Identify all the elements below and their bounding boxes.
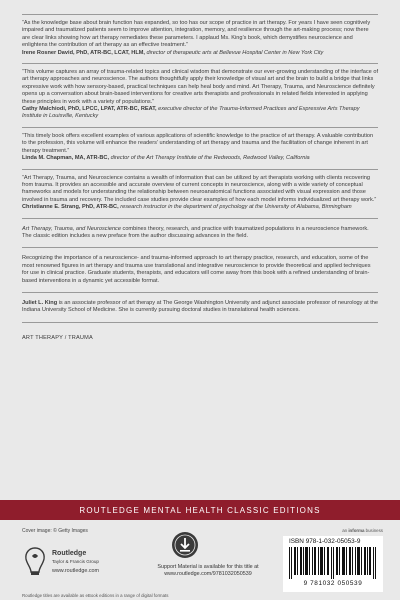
top-divider	[22, 14, 378, 15]
routledge-logo-icon	[22, 546, 48, 576]
informa-business-tag	[342, 528, 383, 533]
endorsement-attribution	[22, 155, 378, 162]
endorsement-1	[22, 20, 378, 57]
divider	[22, 63, 378, 64]
isbn-label: ISBN 978-1-032-05053-9	[289, 538, 361, 545]
book-title-inline: Art Therapy, Trauma, and Neuroscience	[22, 225, 121, 232]
barcode-icon	[289, 547, 377, 579]
informa-suffix: business	[364, 528, 383, 533]
author-name: Juliet L. King	[22, 299, 58, 306]
endorsement-attribution	[22, 204, 378, 211]
endorser-role: director of the Art Therapy Institute of the Redwoods, Redwood Valley, California	[110, 155, 310, 162]
support-material-note	[148, 564, 268, 578]
informa-name: informa	[348, 528, 365, 533]
support-material-icon	[170, 530, 200, 560]
endorser-name: Cathy Malchiodi, PhD, LPCC, LPAT, ATR-BC, REAT,	[22, 106, 157, 113]
divider	[22, 218, 378, 219]
barcode-area	[283, 530, 383, 592]
barcode-number: 9 781032 050539	[303, 580, 363, 587]
publisher-logo	[22, 544, 112, 578]
endorser-name: Christianne E. Strang, PhD, ATR-BC,	[22, 204, 119, 211]
series-title: ROUTLEDGE MENTAL HEALTH CLASSIC EDITIONS	[79, 505, 321, 515]
endorsement-text: “This volume captures an array of trauma-related topics and clinical wisdom that demonstrate our ever-growing understanding of the interface of art therapy approaches and neuroscience. The authors thoughtfully apply their knowledge of visual art and the brain to build a bridge that links expressive work with how sensory-based, practical techniques can help heal body and mind. Art Therapy, Trauma, and Neuroscience definitely opens up a conversation about brain-based interventions for creative arts therapists and professionals in related fields interested in applying these principles in work with a variety of populations.”	[22, 69, 379, 105]
endorsement-text: “Art Therapy, Trauma, and Neuroscience contains a wealth of information that can be utilized by art therapists working with clients recovering from trauma. It provides an accessible and accurate overview of current concepts in neuroscience, along with a wide variety of conceptual frameworks and models for understanding the relationship between neuroanatomical functions associated with visual expression and those involved in trauma and recovery. The included case studies provide clear examples of how each model informs individualized art therapy work.”	[22, 174, 377, 203]
ebook-availability-note: Routledge titles are available as eBook editions in a range of digital formats	[22, 593, 169, 598]
divider	[22, 127, 378, 128]
publisher-url[interactable]: www.routledge.com	[52, 568, 100, 574]
author-bio	[22, 300, 378, 315]
divider	[22, 169, 378, 170]
bio-text: is an associate professor of art therapy at The George Washington University and adjunct associate professor of neurology at the Indiana University School of Medicine. She is currently pursuing doctoral studies in translational health sciences.	[22, 299, 379, 314]
endorsement-4	[22, 175, 378, 212]
publisher-group: Taylor & Francis Group	[52, 559, 99, 564]
support-url[interactable]: www.routledge.com/9781032050539	[164, 571, 252, 577]
book-description	[22, 226, 378, 241]
endorsement-attribution	[22, 50, 378, 57]
book-summary: Recognizing the importance of a neuroscience- and trauma-informed approach to art therapy practice, research, and education, some of the most renowned figures in art therapy and trauma use translational and integrative neuroscience to provide theoretical and applied techniques for use in clinical practice. Graduate students, therapists, and educators will come away from this book with a refined understanding of brain-based interventions in a dynamic yet accessible format.	[22, 255, 371, 284]
endorsement-3	[22, 133, 378, 163]
description-text: combines theory, research, and practice with traumatized populations in a neuroscience framework. The classic edition includes a new preface from the author discussing advances in the field.	[22, 225, 369, 239]
divider	[22, 247, 378, 248]
divider	[22, 292, 378, 293]
endorsement-text: “This timely book offers excellent examples of various applications of scientific knowledge to the practice of art therapy. A valuable contribution to the profession, this volume will enhance the readers’ understanding of art therapy and trauma and the facilitation of change inherent in art therapy treatment.”	[22, 132, 374, 154]
endorser-role: executive director of the Trauma-Informed Practices and Expressive Arts Therapy Institute in Louisville, Kentucky	[22, 106, 360, 120]
endorser-name: Irene Rosner David, PhD, ATR-BC, LCAT, HLM,	[22, 49, 145, 56]
subject-category: ART THERAPY / TRAUMA	[22, 334, 93, 341]
divider	[22, 322, 378, 323]
endorser-name: Linda M. Chapman, MA, ATR-BC,	[22, 155, 110, 162]
support-line: Support Material is available for this title at	[157, 564, 259, 570]
endorsement-2	[22, 69, 378, 121]
footer	[0, 520, 400, 600]
cover-image-credit: Cover image: © Getty Images	[22, 528, 88, 534]
endorser-role: director of therapeutic arts at Bellevue Hospital Center in New York City	[146, 49, 324, 56]
endorser-role: research instructor in the department of psychology at the University of Alabama, Birmingham	[120, 204, 352, 211]
barcode-box	[283, 536, 383, 592]
endorsement-attribution	[22, 106, 378, 121]
endorsement-text: “As the knowledge base about brain function has expanded, so too has our scope of practice in art therapy. For years I have seen cognitively impaired and traumatized patients seem to improve attention, integration, memory, and resilience through the art-making process; now there are clear links showing how art therapy remediates these parameters. I applaud Ms. King’s book, which demystifies neuroscience and enlightens the contribution of art therapy as an effective treatment.”	[22, 20, 371, 49]
informa-prefix: an	[342, 528, 349, 533]
publisher-name: Routledge	[52, 550, 87, 557]
series-band	[0, 500, 400, 520]
